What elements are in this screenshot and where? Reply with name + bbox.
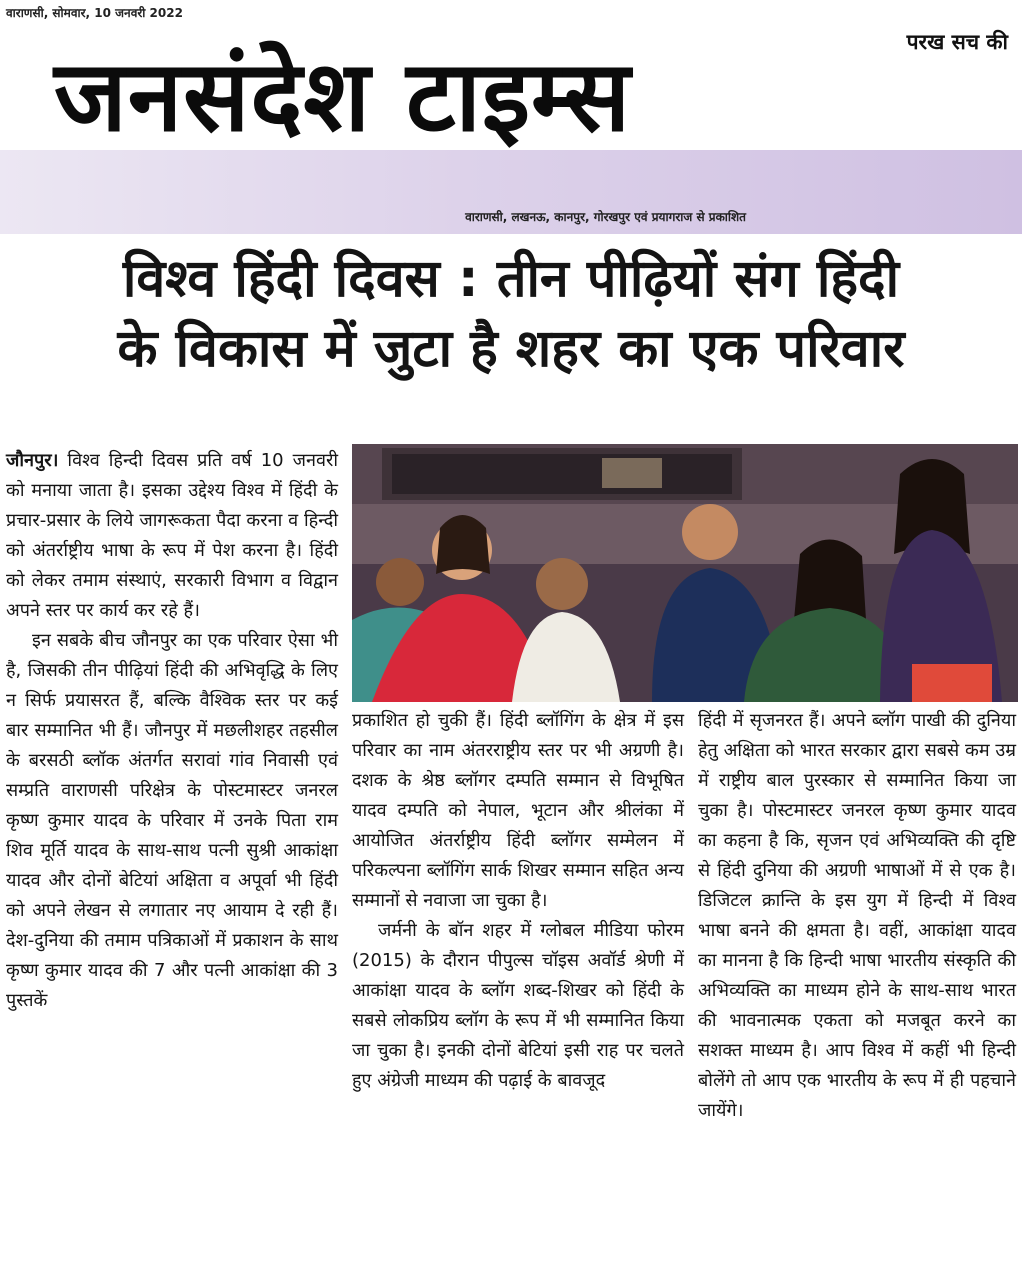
article-headline <box>0 244 1022 384</box>
dateline-place: जौनपुर। <box>6 450 59 471</box>
article-column-1 <box>6 446 338 1016</box>
family-photo <box>352 444 1018 702</box>
family-photo-illustration <box>352 444 1018 702</box>
paragraph: इन सबके बीच जौनपुर का एक परिवार ऐसा भी है, जिसकी तीन पीढ़ियां हिंदी की अभिवृद्धि के लिए न सिर्फ प्रयासरत हैं, बल्कि वैश्विक स्तर पर कई बार सम्मानित भी हैं। जौनपुर में मछलीशहर तहसील के बरसठी ब्लॉक अंतर्गत सरावां गांव निवासी एवं सम्प्रति वाराणसी परिक्षेत्र के पोस्टमास्टर जनरल कृष्ण कुमार यादव के परिवार में उनके पिता राम शिव मूर्ति यादव के साथ-साथ पत्नी सुश्री आकांक्षा यादव और दोनों बेटियां अक्षिता व अपूर्वा भी हिंदी को अपने लेखन से लगातार नए आयाम दे रही हैं। देश-दुनिया की तमाम पत्रिकाओं में प्रकाशन के साथ कृष्ण कुमार यादव की 7 और पत्नी आकांक्षा की 3 पुस्तकें <box>6 630 338 1011</box>
paragraph: हिंदी में सृजनरत हैं। अपने ब्लॉग पाखी की दुनिया हेतु अक्षिता को भारत सरकार द्वारा सबसे कम उम्र में राष्ट्रीय बाल पुरस्कार से सम्मानित किया जा चुका है। पोस्टमास्टर जनरल कृष्ण कुमार यादव का कहना है कि, सृजन एवं अभिव्यक्ति की दृष्टि से हिंदी दुनिया की अग्रणी भाषाओं में से एक है। डिजिटल क्रान्ति के इस युग में हिन्दी में विश्व भाषा बनने की क्षमता है। वहीं, आकांक्षा यादव का मानना है कि हिन्दी भाषा भारतीय संस्कृति की अभिव्यक्ति का माध्यम होने के साथ-साथ भारत की भावनात्मक एकता को मजबूत करने का सशक्त माध्यम है। आप विश्व में कहीं भी हिन्दी बोलेंगे तो आप एक भारतीय के रूप में ही पहचाने जायेंगे। <box>698 710 1016 1121</box>
paragraph: जर्मनी के बॉन शहर में ग्लोबल मीडिया फोरम (2015) के दौरान पीपुल्स चॉइस अवॉर्ड श्रेणी में आकांक्षा यादव के ब्लॉग शब्द-शिखर को हिंदी के सबसे लोकप्रिय ब्लॉग के रूप में भी सम्मानित किया जा चुका है। इनकी दोनों बेटियां इसी राह पर चलते हुए अंग्रेजी माध्यम की पढ़ाई के बावजूद <box>352 920 684 1091</box>
dateline: वाराणसी, सोमवार, 10 जनवरी 2022 <box>6 6 183 20</box>
headline-line-2: के विकास में जुटा है शहर का एक परिवार <box>117 319 905 379</box>
masthead <box>0 0 1022 234</box>
paragraph: प्रकाशित हो चुकी हैं। हिंदी ब्लॉगिंग के क्षेत्र में इस परिवार का नाम अंतरराष्ट्रीय स्तर पर भी अग्रणी है। दशक के श्रेष्ठ ब्लॉगर दम्पति सम्मान से विभूषित यादव दम्पति को नेपाल, भूटान और श्रीलंका में आयोजित अंतर्राष्ट्रीय हिंदी ब्लॉगर सम्मेलन में परिकल्पना ब्लॉगिंग सार्क शिखर सम्मान सहित अन्य सम्मानों से नवाजा जा चुका है। <box>352 710 684 911</box>
paragraph <box>6 446 338 626</box>
article-column-2 <box>352 706 684 1096</box>
article-column-3 <box>698 706 1016 1126</box>
tagline: परख सच की <box>906 30 1008 54</box>
headline-line-1: विश्व हिंदी दिवस : तीन पीढ़ियों संग हिंदी <box>122 249 900 309</box>
published-from: वाराणसी, लखनऊ, कानपुर, गोरखपुर एवं प्रयागराज से प्रकाशित <box>465 210 746 224</box>
masthead-divider <box>0 236 1022 240</box>
paragraph-text: विश्व हिन्दी दिवस प्रति वर्ष 10 जनवरी को मनाया जाता है। इसका उद्देश्य विश्व में हिंदी के प्रचार-प्रसार के लिये जागरूकता पैदा करना व हिन्दी को अंतर्राष्ट्रीय भाषा के रूप में पेश करना है। हिंदी को लेकर तमाम संस्थाएं, सरकारी विभाग व विद्वान अपने स्तर पर कार्य कर रहे हैं। <box>6 450 338 621</box>
newspaper-logo: जनसंदेश टाइम्स <box>54 40 632 154</box>
